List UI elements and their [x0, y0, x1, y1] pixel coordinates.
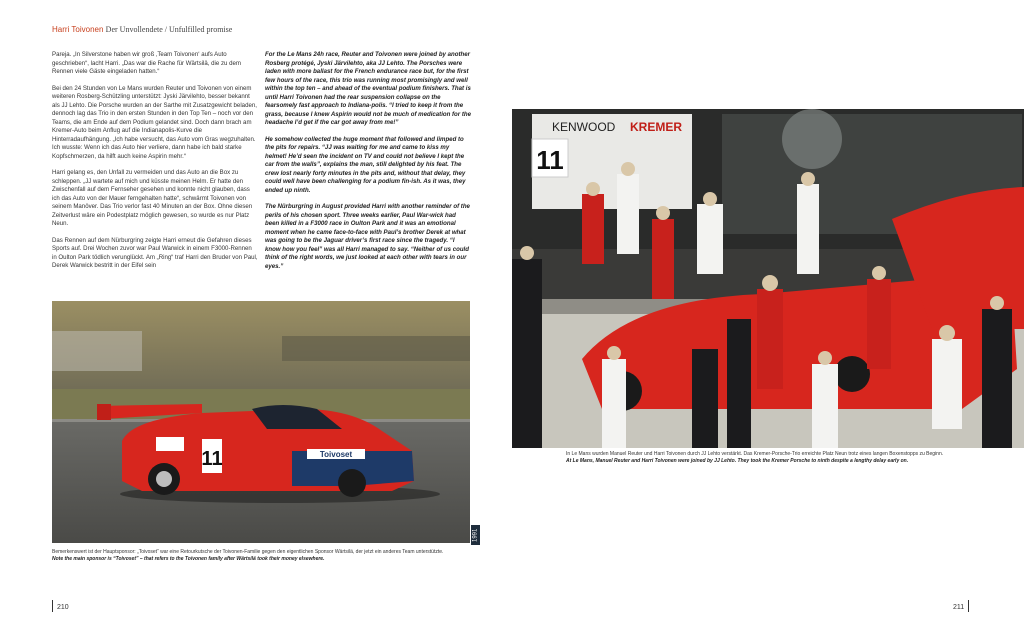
- header-name: Harri Toivonen: [52, 25, 104, 34]
- race-car-illustration: [52, 301, 470, 543]
- german-text-column: [52, 51, 258, 279]
- pit-stop-photo: [512, 109, 1024, 448]
- caption-german: Bemerkenswert ist der Hauptsponsor: „Toivoset“ war eine Retourkutsche der Toivonen-Familie gegen den eigentlichen Sponsor Wärtsilä, der jetzt ein anderes Team unterstützte.: [52, 549, 444, 555]
- running-header: [52, 25, 232, 34]
- race-car-photo: [52, 301, 470, 543]
- page-number-right: 211: [953, 600, 969, 612]
- german-paragraph: Harri gelang es, den Unfall zu vermeiden und das Auto an die Box zu schleppen. „JJ wartete auf mich und küsste meinen Helm. Er hatte den Zwischenfall auf dem Fernseher gesehen und konnte nicht glauben, dass ich das Auto von der Mauer ferngehalten hatte“, schwärmt Toivonen von seinem Manöver. Das Trio verlor fast 40 Minuten an der Box. Ohne diesen Zeitverlust wäre ein Podestplatz möglich gewesen, so wurde es nur Platz Neun.: [52, 169, 253, 227]
- header-subtitle: Der Unvollendete / Unfulfilled promise: [105, 25, 233, 34]
- english-text-column: [265, 51, 471, 279]
- english-paragraph: He somehow collected the huge moment that followed and limped to the pits for repairs. “JJ was waiting for me and came to kiss my helmet! He’d seen the incident on TV and could not believe I kept the car from the walls”, explains the man, still delighted by his feat. The crew lost nearly forty minutes in the pits and, without that delay, they could well have been challenging for a podium fin-ish. As it was, they ended up ninth.: [265, 135, 466, 194]
- banner-brand: KENWOOD: [552, 120, 616, 134]
- car-number-label: 11: [201, 448, 223, 470]
- page-number-left: 210: [52, 600, 69, 612]
- caption-english: At Le Mans, Manuel Reuter and Harri Toivonen were joined by JJ Lehto. They took the Kremer Porsche to ninth despite a lengthy delay early on.: [566, 458, 909, 464]
- car-sponsor-label: Toivoset: [319, 450, 353, 459]
- right-photo-caption: [566, 451, 966, 465]
- caption-english: Note the main sponsor is “Toivoset” – that refers to the Toivonen family after Wärtsilä took their money elsewhere.: [52, 556, 325, 562]
- german-paragraph: Das Rennen auf dem Nürburgring zeigte Harri erneut die Gefahren dieses Sports auf. Drei Wochen zuvor war Paul Warwick in einem F3000-Rennen in Oulton Park tödlich verunglückt. Am „Ring“ traf Harri den Bruder von Paul, Derek Warwick bestritt in der Eifel sein: [52, 236, 258, 269]
- caption-german: In Le Mans wurden Manuel Reuter und Harri Toivonen durch JJ Lehto verstärkt. Das Kremer-Porsche-Trio erreichte Platz Neun trotz eines langen Boxenstopps zu Beginn.: [566, 451, 944, 457]
- left-photo-caption: [52, 549, 472, 563]
- banner-team: KREMER: [630, 120, 683, 134]
- german-paragraph: Pareja. „In Silverstone haben wir groß ‚Team Toivonen‘ aufs Auto geschrieben“, lacht Harri. „Das war die Rache für Wärtsilä, die zu dem Rennen viele Gäste eingeladen hatten.“: [52, 51, 241, 75]
- german-paragraph: Bei den 24 Stunden von Le Mans wurden Reuter und Toivonen von einem weiteren Rosberg-Schützling unterstützt: Jyski Järvilehto, besser bekannt als JJ Lehto. Die Porsche wurden an der Sarthe mit Zusatzgewicht beladen, dennoch lag das Trio in den ersten Stunden in den Top Ten – noch vor den Teams, die am Ende auf dem Podium gelandet sind. Doch dann brach am Kremer-Auto beim Anflug auf die Indianapolis-Kurve die Hinterradaufhängung. „Ich habe versucht, das Auto vom Gras wegzuhalten. Ich wusste: Wenn ich das Auto hier verliere, dann habe ich bald starke Kopfschmerzen, da hilft auch keine Aspirin mehr.“: [52, 84, 257, 160]
- english-paragraph: For the Le Mans 24h race, Reuter and Toivonen were joined by another Rosberg protégé, Jyski Järvilehto, aka JJ Lehto. The Porsches were laden with more ballast for the French endurance race but, for the first few hours of the race, this trio was running most promisingly and well within the top ten – and ahead of the eventual podium finishers. That is until Harri Toivonen had the rear suspension collapse on the fearsomely fast approach to Indiana-polis. “I tried to keep it from the grass, because I knew Aspirin would not be much of medication for the headache I’d get if the car got away from me!”: [265, 51, 471, 126]
- year-badge: 1991: [471, 525, 480, 545]
- english-paragraph: The Nürburgring in August provided Harri with another reminder of the perils of his chosen sport. Three weeks earlier, Paul War-wick had been killed in a F3000 race in Oulton Park and it was an emotional moment when he came face-to-face with Paul’s brother Derek at what was going to be the Jaguar driver’s first race since the tragedy. “I know how you feel” was all Harri managed to say. “Neither of us could think of the right words, we just looked at each other with tears in our eyes.”: [265, 203, 470, 270]
- pit-board-number: 11: [536, 145, 564, 175]
- pit-stop-illustration: [512, 109, 1024, 448]
